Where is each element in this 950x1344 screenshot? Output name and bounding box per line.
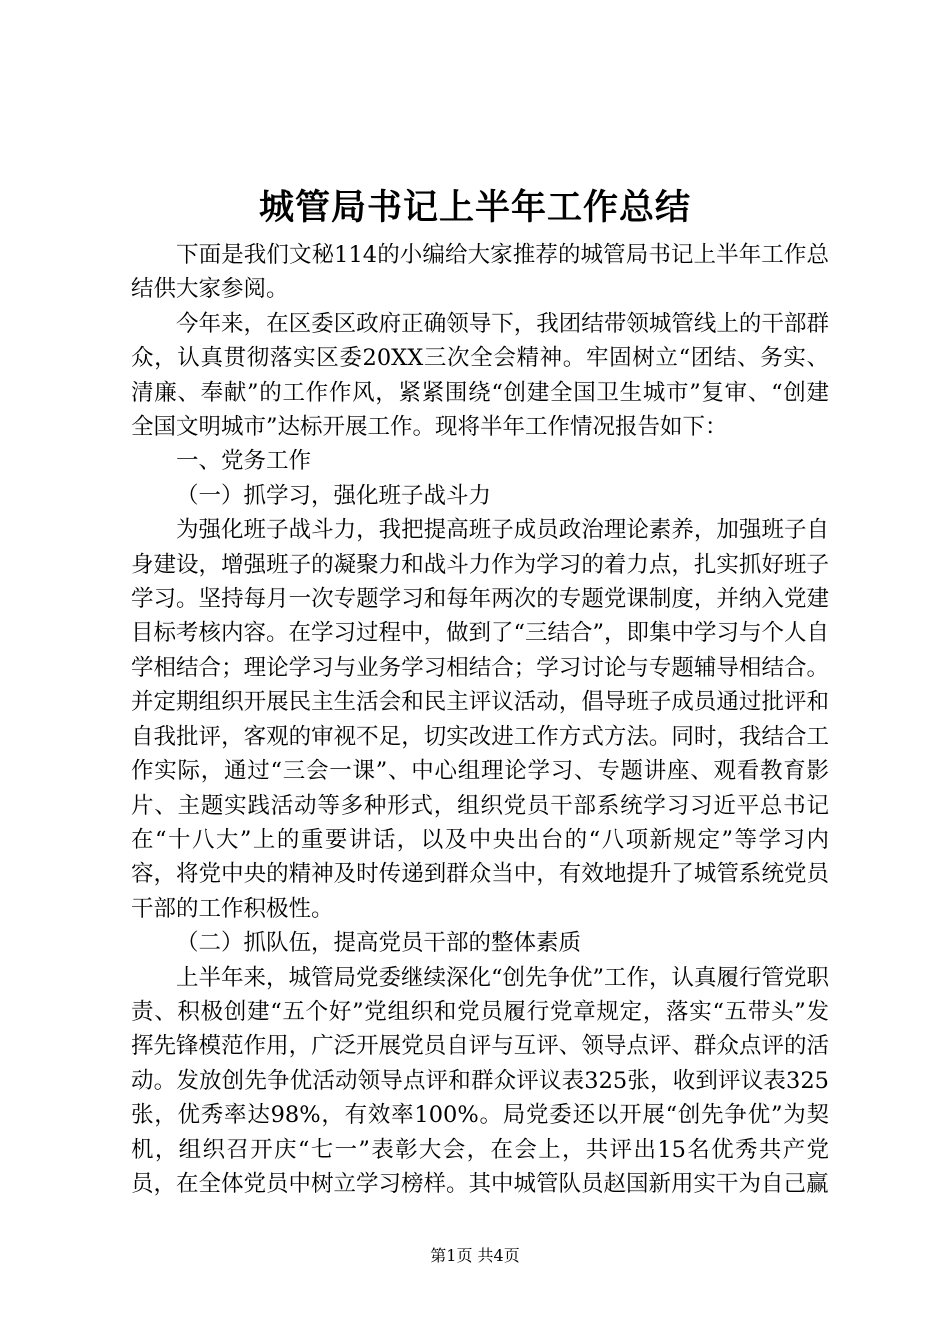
document-title: 城管局书记上半年工作总结 <box>258 187 691 228</box>
subsection-heading-team: （二）抓队伍，提高党员干部的整体素质 <box>176 930 582 957</box>
document-body <box>131 238 829 1201</box>
page-footer: 第1页 共4页 <box>430 1246 520 1265</box>
section-heading-party-affairs: 一、党务工作 <box>176 448 312 475</box>
subsection-heading-study: （一）抓学习，强化班子战斗力 <box>176 482 492 509</box>
paragraph-study: 为强化班子战斗力，我把提高班子成员政治理论素养，加强班子自身建设，增强班子的凝聚力和战斗力作为学习的着力点，扎实抓好班子学习。坚持每月一次专题学习和每年两次的专题党课制度，并纳入党建目标考核内容。在学习过程中，做到了“三结合”，即集中学习与个人自学相结合；理论学习与业务学习相结合；学习讨论与专题辅导相结合。并定期组织开展民主生活会和民主评议活动，倡导班子成员通过批评和自我批评，客观的审视不足，切实改进工作方式方法。同时，我结合工作实际，通过“三会一课”、中心组理论学习、专题讲座、观看教育影片、主题实践活动等多种形式，组织党员干部系统学习习近平总书记在“十八大”上的重要讲话，以及中央出台的“八项新规定”等学习内容，将党中央的精神及时传递到群众当中，有效地提升了城管系统党员干部的工作积极性。 <box>131 517 830 922</box>
paragraph-intro: 下面是我们文秘114的小编给大家推荐的城管局书记上半年工作总结供大家参阅。 <box>131 242 829 303</box>
paragraph-overview: 今年来，在区委区政府正确领导下，我团结带领城管线上的干部群众，认真贯彻落实区委20XX三次全会精神。牢固树立“团结、务实、清廉、奉献”的工作作风，紧紧围绕“创建全国卫生城市”复审、“创建全国文明城市”达标开展工作。现将半年工作情况报告如下： <box>131 310 829 441</box>
paragraph-team: 上半年来，城管局党委继续深化“创先争优”工作，认真履行管党职责、积极创建“五个好”党组织和党员履行党章规定，落实“五带头”发挥先锋模范作用，广泛开展党员自评与互评、领导点评、群众点评的活动。发放创先争优活动领导点评和群众评议表325张，收到评议表325张，优秀率达98%，有效率100%。局党委还以开展“创先争优”为契机，组织召开庆“七一”表彰大会，在会上，共评出15名优秀共产党员，在全体党员中树立学习榜样。其中城管队员赵国新用实干为自己赢 <box>131 964 830 1197</box>
